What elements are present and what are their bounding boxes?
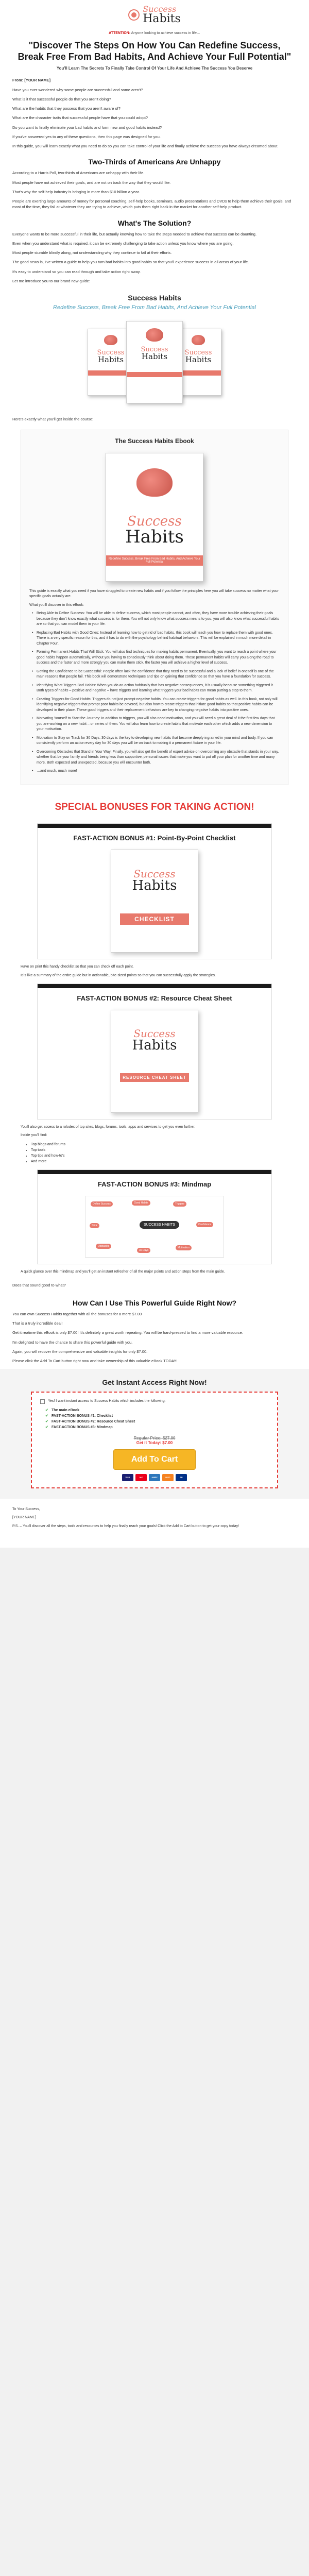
bundle-box-center: Success Habits [126,321,183,403]
bonus2-text: You'll also get access to a rolodex of top sites, blogs, forums, tools, apps and services to get you even further. [21,1125,196,1129]
list-item: • And more [31,1159,288,1164]
list-item: ✔ The main eBook [52,1408,269,1413]
brain-icon [104,335,117,345]
list-item: ✔ FAST-ACTION BONUS #3: Mindmap [52,1425,269,1430]
unhappy-title: Two-Thirds of Americans Are Unhappy [88,158,221,166]
mindmap-center: SUCCESS HABITS [140,1221,179,1229]
list-item: ✔ FAST-ACTION BONUS #2: Resource Cheat Sheet [52,1419,269,1425]
intro-paragraph: In this guide, you will learn exactly what you need to do so you can take control of your life and finally achieve the success you have always dreamed about. [12,144,279,149]
checklist-cover-image: Success Habits CHECKLIST [111,850,198,953]
howto-paragraph: You can own Success Habits together with all the bonuses for a mere $7.00 [12,1311,142,1316]
howto-paragraph: Again, you will recover the comprehensive and valuable insights for only $7.00. [12,1349,148,1354]
bonus1-text: It is like a summary of the entire guide but in actionable, bite-sized points so that you can successfully apply the strategies. [21,973,216,977]
cheatsheet-cover-image: Success Habits RESOURCE CHEAT SHEET [111,1010,198,1113]
ebook-intro: This guide is exactly what you need if you have struggled to create new habits and if you follow the principles here you will take success no matter what your specific goals actually are. [29,589,279,599]
regular-price: Regular Price: $27.00 [133,1435,176,1440]
cta-title: Get Instant Access Right Now! [102,1378,207,1387]
bonus3-text: A quick glance over this mindmap and you'll get an instant refresher of all the major points and action steps from the main guide. [21,1270,225,1274]
mindmap-node: 30 Days [137,1248,150,1253]
header [0,0,309,29]
checklist-tag: CHECKLIST [120,913,189,925]
checkbox-text: Yes! I want instant access to Success Habits which includes the following: [48,1399,166,1403]
list-item: • Motivation to Stay on Track for 30 Days: 30 days is the key to developing new habits that become deeply ingrained in your mind and body. If you can consistently perform an action every day for 30 days you will be on track to making it a permanent fixture in your life. [37,736,280,747]
brain-icon [146,328,163,342]
list-item: • Overcoming Obstacles that Stand in Your Way: Finally, you will also get the benefit of expert advice on overcoming any obstacle that stands in your way, whether that be your family and friends being less than supportive, personal issues that make you want to put off your plan for another time and many more. Both expected and unexpected, because you will encounter both. [37,750,280,766]
bonus2-text: Inside you'll find: [21,1133,47,1138]
howto-paragraph: That is a truly incredible deal! [12,1321,63,1326]
main-headline: "Discover The Steps On How You Can Redefine Success, Break Free From Bad Habits, And Achieve Your Full Potential" [18,40,291,62]
howto-paragraph: I'm delighted to have the chance to share this powerful guide with you. [12,1340,133,1345]
order-box [31,1392,278,1488]
bonus3-title: FAST-ACTION BONUS #3: Mindmap [97,1180,212,1189]
list-item: • Forming Permanent Habits That Will Stick: You will also find techniques for making habits permanent. Eventually, you want to reach a point where your good habits happen automatically, without you having to consciously think about doing them. These permanent habits will carry you along the road to success and the faster and more strongly you can make them stick, the faster you will achieve a higher level of success. [37,650,280,666]
bonus1-text: Have on print this handy checklist so that you can check off each point. [21,965,134,969]
unhappy-paragraph: That's why the self-help industry is bringing in more than $10 billion a year. [12,189,140,194]
howto-title: How Can I Use This Powerful Guide Right Now? [72,1298,237,1307]
bonus-card-2 [37,984,272,1120]
add-to-cart-button[interactable]: Add To Cart [113,1449,196,1470]
mindmap-node: Good Habits [132,1200,150,1206]
sub-headline: You'll Learn The Secrets To Finally Take Control Of Your Life And Achieve The Success You Deserve [56,66,253,71]
unhappy-paragraph: People are exerting large amounts of money for personal coaching, self-help books, seminars, audio presentations and DVDs to help them achieve their goals, and most of the time, they fail at whatever they are trying to achieve, which puts them right back in the market for another self-help product. [12,199,291,210]
cta-area [0,1369,309,1498]
mindmap-node: Stick [90,1223,99,1228]
mindmap-node: Motivation [176,1245,192,1250]
list-item: • Top tools [31,1147,288,1153]
paypal-icon: PP [176,1474,187,1481]
ebook-title: The Success Habits Ebook [115,437,194,445]
list-item: • Motivating Yourself to Start the Journey: In addition to triggers, you will also need motivation, and you will need a great deal of it the first few days that you are working on a new habit – or series of them. You will also learn how to create habits that motivate each other which adds a new dimension to your motivation. [37,716,280,733]
signoff-line: To Your Success, [12,1507,40,1511]
amex-icon: AMEX [149,1474,160,1481]
product-hero [0,287,309,416]
bonus-banner: SPECIAL BONUSES FOR TAKING ACTION! [55,801,254,812]
product-subtitle: Redefine Success, Break Free From Bad Habits, And Achieve Your Full Potential [53,304,256,311]
brain-icon [136,468,173,497]
solution-paragraph: Let me introduce you to our brand new guide: [12,278,90,283]
unhappy-paragraph: Most people have not achieved their goals, and are not on track the way that they would like. [12,180,171,185]
attention-text: Anyone looking to achieve success in life… [131,31,200,35]
signoff-name: [YOUR NAME] [12,1516,37,1519]
site-logo[interactable] [128,5,181,25]
bundle-box-right: Success Habits [175,329,221,396]
logo-line1: Success [143,4,177,14]
solution-paragraph: The good news is, I've written a guide to help you turn bad habits into good habits so that you'll experience success in all areas of your life. [12,260,249,265]
solution-paragraph: Everyone wants to be more successful in their life, but actually knowing how to take the steps needed to achieve that success can be daunting. [12,231,257,236]
solution-paragraph: Most people stumble blindly along, not understanding why they continue to fail at their efforts. [12,250,172,256]
mastercard-icon: MC [135,1474,147,1481]
howto-paragraph: Please click the Add To Cart button right now and take ownership of this valuable eBook TODAY! [12,1359,178,1363]
signoff [0,1499,309,1530]
ebook-bullets [29,611,280,774]
cover-line2: Habits [125,526,184,547]
from-line: From: [YOUR NAME] [12,78,51,83]
list-item: • Being Able to Define Success: You will be able to define success, which most people cannot, and often, they have more trouble achieving their goals because they don't know exactly what success is for them. You will not only know what success means to you, you will also know what successful habits are so that you can model them in your life. [37,611,280,628]
mindmap-node: Triggers [173,1201,186,1207]
cover-line1: Success [127,513,182,529]
list-item: • Replacing Bad Habits with Good Ones: Instead of learning how to get rid of bad habits, this book will teach you how to replace them with good ones. There is a very specific reason for this, and it has to do with the psychology behind habitual behaviors. This will be explained in much more detail in Chapter Four. [37,631,280,647]
unhappy-paragraph: According to a Harris Poll, two-thirds of Americans are unhappy with their life. [12,171,145,176]
howto-section [0,1311,309,1364]
attention-label: ATTENTION: [109,31,131,35]
bonus-card-3 [37,1170,272,1264]
mindmap-node: Define Success [91,1201,113,1207]
list-item: • Top blogs and forums [31,1142,288,1147]
list-item: • Getting the Confidence to be Successful: People often lack the confidence that they need to be successful and a lack of belief in oneself is one of the main reasons that people fail. This book will demonstrate techniques and tips on gaining that confidence so that you have a foundation for success. [37,669,280,680]
visa-icon: VISA [122,1474,133,1481]
postscript: P.S. – You'll discover all the steps, tools and resources to help you finally reach your goals! Click the Add to Cart button to get your copy today! [12,1524,239,1528]
intro-paragraph: If you've answered yes to any of these questions, then this page was designed for you. [12,134,161,139]
product-bundle-image [77,318,232,406]
peek-text: Here's exactly what you'll get inside the course: [12,417,94,422]
brain-icon [192,335,205,345]
bonus-card-1 [37,823,272,959]
mindmap-image [85,1196,224,1258]
intro-paragraph: Have you ever wondered why some people are successful and some aren't? [12,87,143,92]
solution-section [0,231,309,284]
cheatsheet-tag: RESOURCE CHEAT SHEET [120,1073,189,1082]
bonus2-title: FAST-ACTION BONUS #2: Resource Cheat Sheet [77,994,232,1003]
ebook-panel [21,430,288,785]
sound-good: Does that sound good to what? [12,1282,66,1287]
solution-paragraph: Even when you understand what is required, it can be extremely challenging to take action unless you know where you are going. [12,241,234,246]
solution-paragraph: It's easy to understand so you can read through and take action right away. [12,269,141,274]
list-item: • Top tips and how-to's [31,1153,288,1159]
product-title: Success Habits [128,294,181,302]
attention-line [0,29,309,35]
solution-title: What's The Solution? [117,218,192,227]
bonus1-title: FAST-ACTION BONUS #1: Point-By-Point Checklist [73,834,236,842]
payment-cards [40,1474,269,1481]
list-item: ✔ FAST-ACTION BONUS #1: Checklist [52,1413,269,1419]
intro-paragraph: Do you want to finally eliminate your bad habits and form new and good habits instead? [12,125,162,130]
logo-line2: Habits [143,12,181,25]
logo-mark-icon [128,9,140,21]
price-line [40,1431,269,1449]
list-item: • Creating Triggers for Good Habits: Triggers do not just prompt negative habits. You can create triggers for good habits as well. In this book, not only will identifying negative triggers that prompt poor habits be covered, but also how to create triggers that initiate good habits so that positive habits can be developed in their place. These good triggers and their replacement behaviors are key to changing negative habits into positive ones. [37,697,280,714]
intro-section [0,77,309,149]
list-item: • …and much, much more! [37,769,280,774]
cover-ribbon: Redefine Success, Break Free From Bad Habits, And Achieve Your Full Potential [106,555,203,566]
agree-checkbox[interactable] [40,1399,45,1404]
order-items [40,1404,269,1431]
ebook-what-learn: What you'll discover in this eBook: [29,603,84,607]
bundle-box-left: Success Habits [88,329,134,396]
discover-icon: DISC [162,1474,174,1481]
mindmap-node: Obstacles [96,1244,111,1249]
intro-paragraph: What are the character traits that successful people have that you could adopt? [12,115,148,121]
mindmap-node: Confidence [196,1222,213,1227]
intro-paragraph: What are the habits that they possess that you aren't aware of? [12,106,121,111]
unhappy-section [0,170,309,210]
howto-paragraph: Get it reatime this eBook is only $7.00! It's definitely a great worth repeating. You will be hard-pressed to find a more valuable resource. [12,1330,243,1335]
intro-paragraph: What is it that successful people do that you aren't doing? [12,96,111,101]
today-price: Get it Today: $7.00 [136,1440,173,1445]
ebook-cover-image [106,453,203,582]
list-item: • Identifying What Triggers Bad Habits: When you do an action habitually that has negative consequences, it is usually because something triggered it. Both types of habits – positive and negative – have triggers and learning what triggers your bad habits can mean putting a stop to them. [37,683,280,694]
bonus2-items [21,1142,288,1165]
